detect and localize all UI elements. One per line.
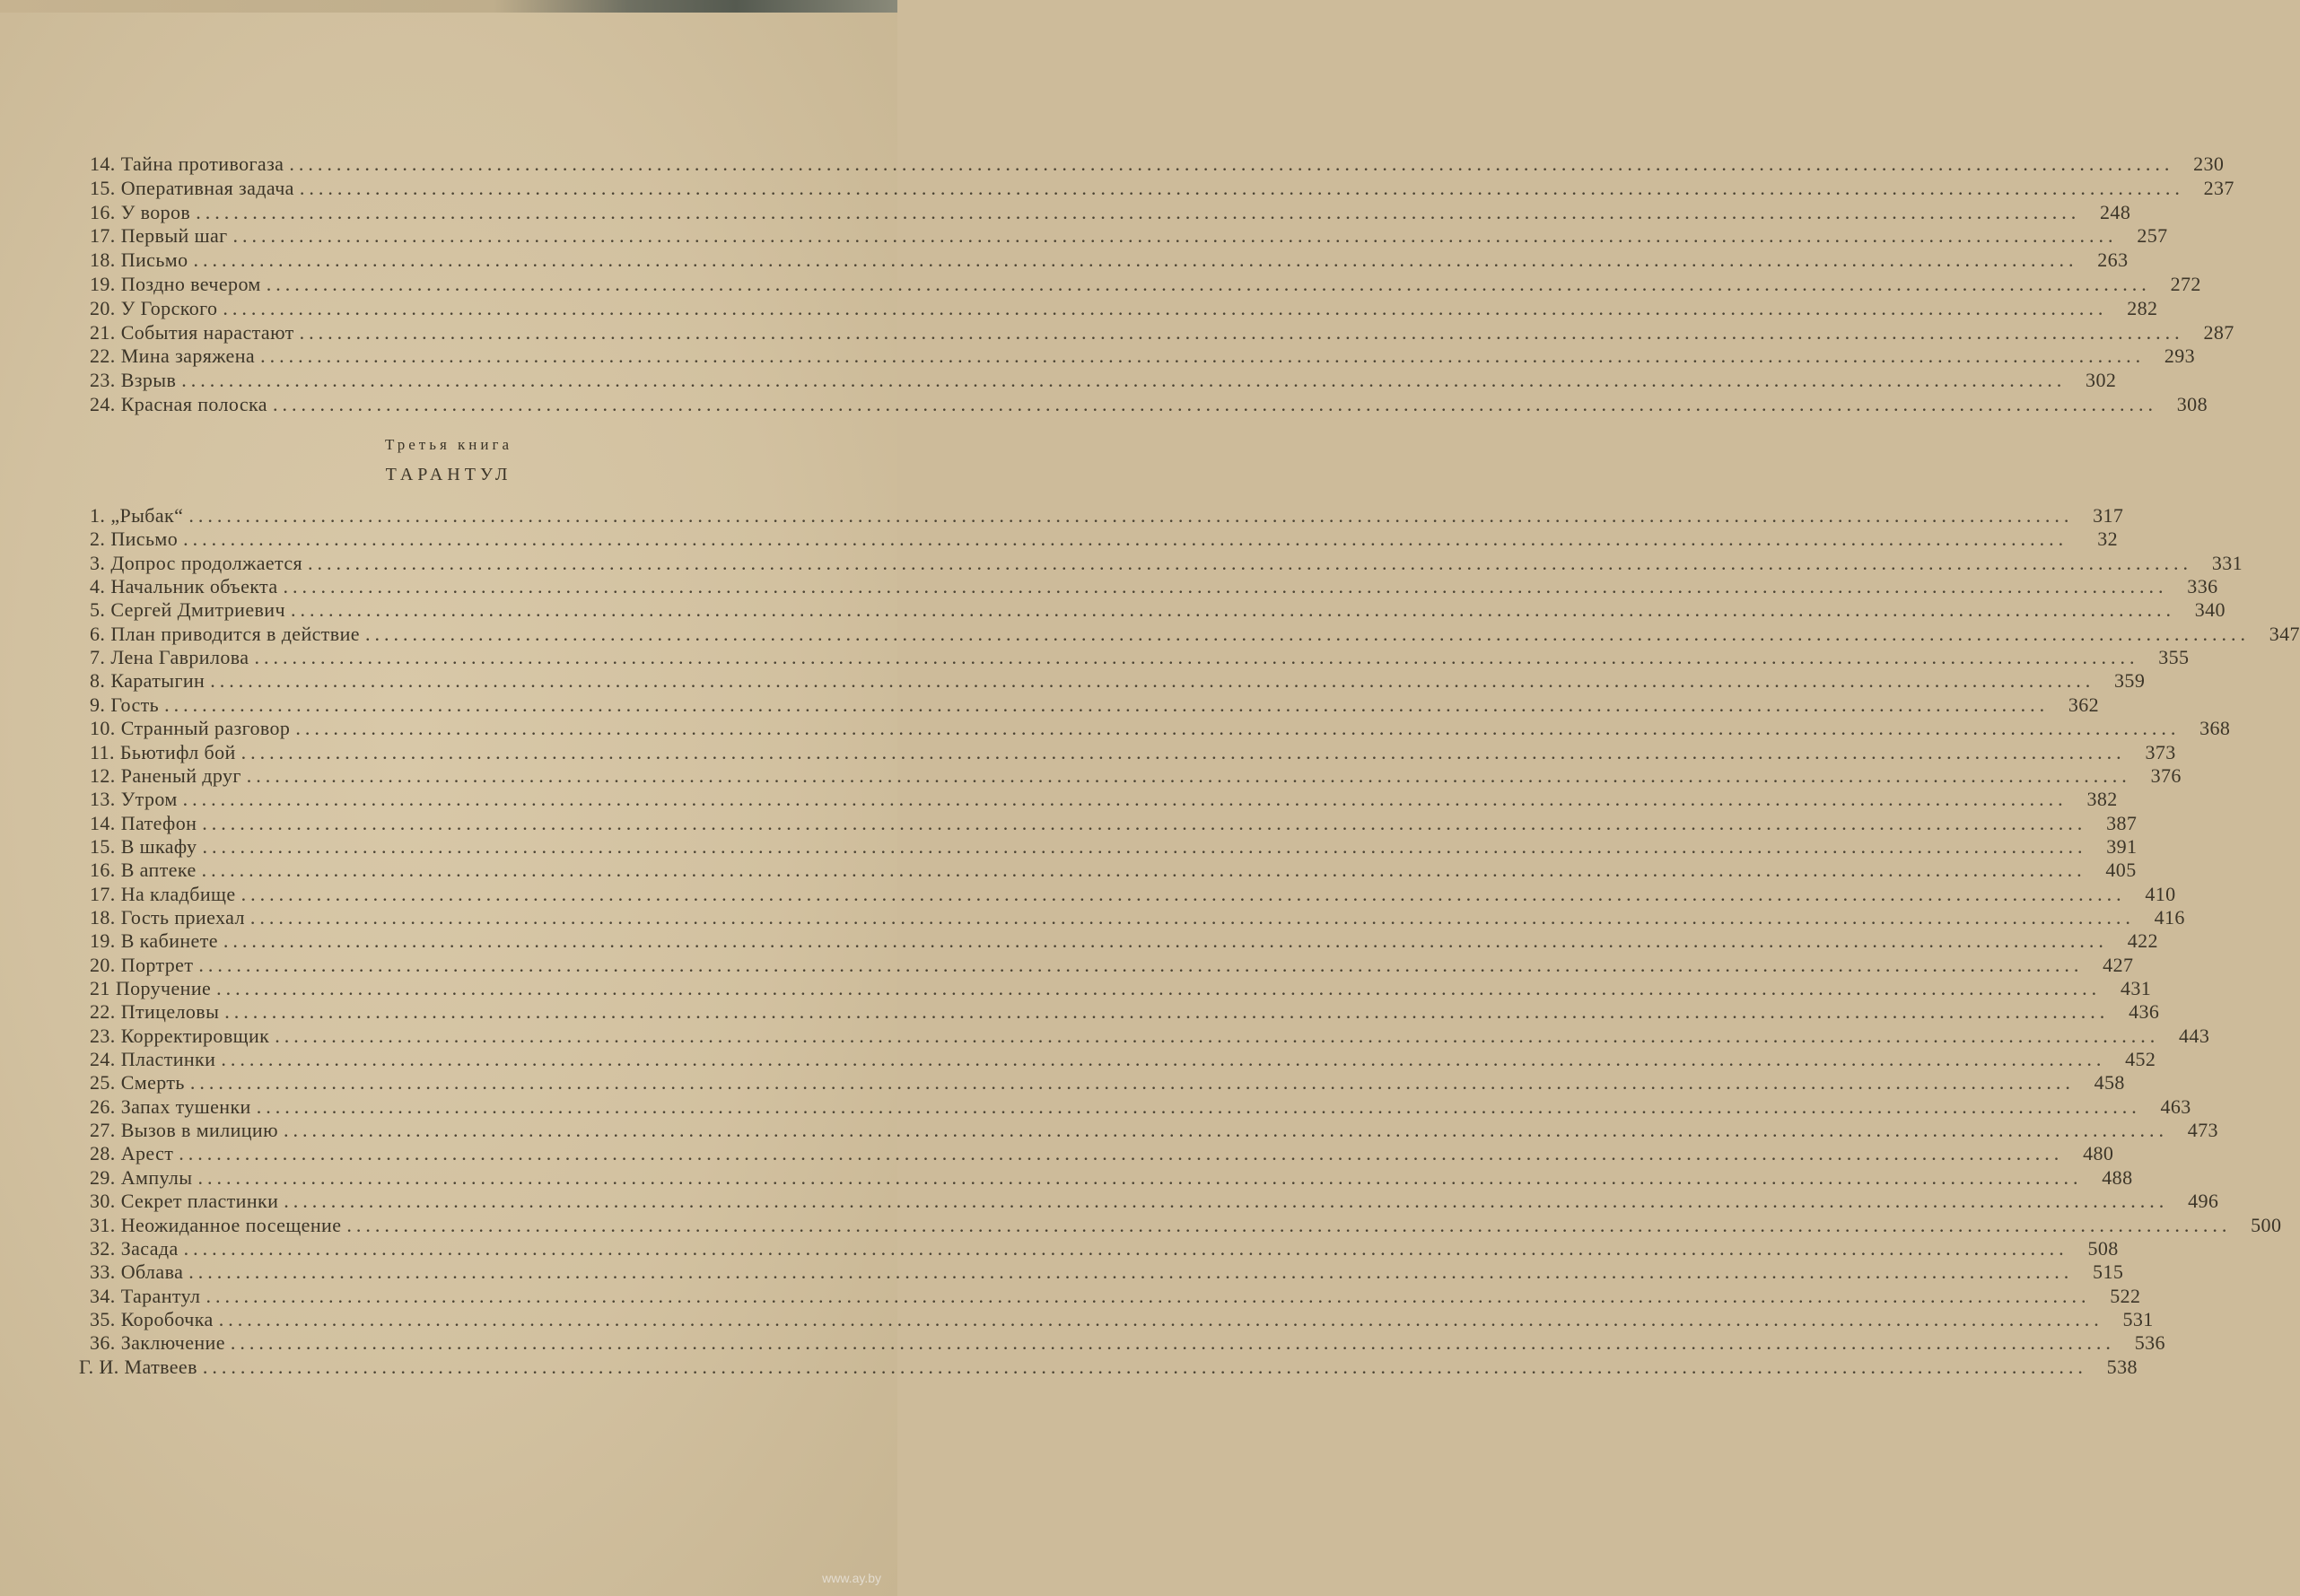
page-number: 488	[2102, 1165, 2133, 1189]
dot-leader: ........................................................................................................................................................................................................	[223, 296, 2108, 319]
chapter-number: 13.	[90, 788, 116, 811]
page-number: 436	[2129, 1000, 2160, 1024]
dot-leader: ........................................................................................................................................................................................................	[188, 1260, 2074, 1284]
chapter-title: Каратыгин	[110, 669, 206, 693]
dot-leader: ........................................................................................................................................................................................................	[202, 834, 2087, 858]
chapter-title: План приводится в действие	[110, 622, 360, 645]
chapter-title: Засада	[120, 1236, 179, 1260]
dot-leader: ........................................................................................................................................................................................................	[364, 622, 2250, 645]
chapter-title: Начальник объекта	[110, 575, 278, 598]
toc-entry	[90, 504, 2124, 528]
chapter-number: 34.	[90, 1284, 116, 1307]
chapter-title: Секрет пластинки	[120, 1190, 279, 1213]
dot-leader: ........................................................................................................................................................................................................	[284, 1190, 2169, 1213]
chapter-number: 32.	[90, 1236, 116, 1260]
page-number: 336	[2187, 575, 2218, 598]
page-number: 473	[2187, 1119, 2218, 1142]
chapter-number: 17.	[90, 224, 116, 248]
page-number: 416	[2154, 905, 2185, 929]
toc-entry	[90, 369, 2117, 392]
chapter-title: Странный разговор	[120, 717, 291, 740]
dot-leader: ........................................................................................................................................................................................................	[275, 1024, 2160, 1047]
page-number: 287	[2203, 320, 2234, 344]
chapter-title: Бьютифл бой	[119, 740, 236, 763]
chapter-number: 2.	[90, 528, 106, 551]
chapter-number: 1.	[90, 504, 106, 527]
chapter-title: Неожиданное посещение	[120, 1213, 342, 1236]
dot-leader: ........................................................................................................................................................................................................	[193, 249, 2078, 272]
toc-entry	[90, 153, 2225, 176]
chapter-title: Взрыв	[120, 369, 177, 392]
chapter-title: Поздно вечером	[120, 273, 261, 295]
dot-leader: ........................................................................................................................................................................................................	[182, 788, 2068, 811]
toc-entry	[90, 717, 2231, 740]
chapter-title: У Горского	[120, 296, 218, 319]
chapter-title: В шкафу	[120, 834, 197, 858]
dot-leader: ........................................................................................................................................................................................................	[260, 344, 2146, 368]
toc-entry	[90, 977, 2152, 1000]
chapter-number: 6.	[90, 622, 106, 645]
chapter-title: Пластинки	[120, 1048, 216, 1071]
dot-leader: ........................................................................................................................................................................................................	[295, 717, 2181, 740]
toc-entry	[90, 320, 2234, 344]
dot-leader: ........................................................................................................................................................................................................	[179, 1142, 2064, 1165]
toc-entry	[90, 1142, 2114, 1165]
photo-edge	[0, 0, 897, 13]
chapter-title: Раненый друг	[120, 763, 241, 787]
dot-leader: ........................................................................................................................................................................................................	[346, 1213, 2232, 1236]
chapter-number: 23.	[90, 1024, 116, 1047]
chapter-number: 14.	[90, 153, 116, 175]
chapter-number: 22.	[90, 1000, 116, 1024]
toc-entry	[90, 393, 2208, 416]
chapter-number: 15.	[90, 176, 116, 199]
page-number: 359	[2114, 669, 2146, 693]
chapter-title: Мина заряжена	[120, 344, 256, 368]
chapter-number: 33.	[90, 1260, 116, 1284]
toc-entry	[90, 622, 2300, 646]
watermark-text: www.ay.by	[822, 1571, 881, 1585]
chapter-number: 12.	[90, 763, 116, 787]
toc-entry	[90, 740, 2176, 764]
dot-leader: ........................................................................................................................................................................................................	[240, 882, 2126, 905]
chapter-title: Поручение	[115, 977, 212, 999]
chapter-title: Арест	[120, 1142, 174, 1165]
dot-leader: ........................................................................................................................................................................................................	[290, 598, 2175, 622]
dot-leader: ........................................................................................................................................................................................................	[164, 693, 2050, 716]
chapter-number: 22.	[90, 344, 116, 368]
chapter-title: Гость	[110, 693, 160, 716]
chapter-number: 18.	[90, 249, 116, 272]
dot-leader: ........................................................................................................................................................................................................	[218, 1307, 2103, 1330]
dot-leader: ........................................................................................................................................................................................................	[272, 393, 2157, 415]
chapter-title: У воров	[120, 200, 191, 223]
chapter-number: 35.	[90, 1307, 116, 1330]
chapter-title: „Рыбак“	[110, 504, 184, 527]
page-number: 382	[2086, 788, 2118, 811]
book-page	[0, 13, 2300, 1596]
chapter-number: 24.	[90, 393, 116, 415]
dot-leader: ........................................................................................................................................................................................................	[283, 1119, 2168, 1142]
chapter-number: 20.	[90, 953, 116, 976]
toc-entry	[90, 859, 2137, 882]
chapter-number: 15.	[90, 834, 116, 858]
toc-entry	[90, 1236, 2119, 1260]
chapter-number: 24.	[90, 1048, 116, 1071]
dot-leader: ........................................................................................................................................................................................................	[189, 1071, 2075, 1095]
page-number: 422	[2127, 929, 2158, 953]
chapter-number: 8.	[90, 669, 106, 693]
toc-entry	[90, 1048, 2156, 1071]
dot-leader: ........................................................................................................................................................................................................	[256, 1095, 2141, 1118]
dot-leader: ........................................................................................................................................................................................................	[289, 153, 2174, 175]
toc-entry	[90, 200, 2131, 224]
dot-leader: ........................................................................................................................................................................................................	[299, 320, 2184, 344]
page-number: 362	[2068, 693, 2100, 716]
page-number: 458	[2094, 1071, 2125, 1095]
page-number: 355	[2158, 646, 2190, 669]
dot-leader: ........................................................................................................................................................................................................	[183, 528, 2068, 551]
chapter-number: 23.	[90, 369, 116, 392]
chapter-number: 16.	[90, 200, 116, 223]
toc-entry	[90, 296, 2158, 320]
page-number: 515	[2093, 1260, 2124, 1284]
toc-entry	[90, 598, 2226, 622]
chapter-number: 27.	[90, 1119, 116, 1142]
chapter-number: 7.	[90, 646, 106, 669]
chapter-number: 3.	[90, 551, 106, 574]
chapter-title: Гость приехал	[120, 905, 245, 929]
chapter-number: 29.	[90, 1165, 116, 1189]
dot-leader: ........................................................................................................................................................................................................	[224, 1000, 2110, 1024]
page-number: 302	[2086, 369, 2117, 392]
chapter-title: Допрос продолжается	[110, 551, 303, 574]
page-number: 293	[2164, 344, 2196, 368]
chapter-number: 25.	[90, 1071, 116, 1095]
chapter-title: Первый шаг	[120, 224, 228, 248]
toc-entry	[90, 763, 2182, 788]
toc-entry	[90, 1165, 2133, 1190]
toc-entry	[90, 575, 2218, 598]
page-number: 340	[2194, 598, 2226, 622]
toc-entry	[90, 929, 2158, 953]
page-number: 263	[2097, 249, 2129, 272]
toc-entry	[90, 1213, 2282, 1237]
chapter-title: События нарастают	[120, 320, 294, 344]
dot-leader: ........................................................................................................................................................................................................	[308, 551, 2193, 574]
chapter-title: Письмо	[110, 528, 179, 551]
dot-leader: ........................................................................................................................................................................................................	[206, 1284, 2091, 1307]
dot-leader: ........................................................................................................................................................................................................	[183, 1236, 2068, 1260]
dot-leader: ........................................................................................................................................................................................................	[223, 929, 2108, 953]
chapter-title: Ампулы	[120, 1165, 193, 1189]
dot-leader: ........................................................................................................................................................................................................	[240, 740, 2126, 763]
toc-entry	[90, 224, 2168, 248]
toc-entry	[90, 882, 2176, 906]
page-number: 230	[2193, 153, 2225, 175]
chapter-title: В кабинете	[120, 929, 218, 953]
chapter-title: Г. И. Матвеев	[79, 1355, 197, 1378]
chapter-number: 30.	[90, 1190, 116, 1213]
chapter-title: На кладбище	[120, 882, 236, 905]
chapter-title: Лена Гаврилова	[110, 646, 249, 669]
dot-leader: ........................................................................................................................................................................................................	[201, 859, 2086, 882]
chapter-title: Тайна противогаза	[120, 153, 284, 175]
toc-entry	[90, 1095, 2191, 1119]
chapter-number: 11.	[90, 740, 115, 763]
dot-leader: ........................................................................................................................................................................................................	[266, 273, 2151, 295]
toc-entry	[90, 176, 2234, 200]
page-number: 391	[2106, 834, 2138, 858]
chapter-number: 9.	[90, 693, 106, 716]
toc-entry	[90, 273, 2201, 296]
page-number: 308	[2176, 393, 2208, 415]
chapter-title: Вызов в милицию	[120, 1119, 278, 1142]
page-number: 500	[2251, 1213, 2282, 1236]
toc-entry	[90, 669, 2146, 693]
page-number: 531	[2122, 1307, 2154, 1330]
toc-entry	[90, 1260, 2124, 1284]
dot-leader: ........................................................................................................................................................................................................	[202, 811, 2087, 834]
toc-entry	[90, 953, 2134, 977]
page-number: 237	[2203, 176, 2234, 199]
chapter-number: 18.	[90, 905, 116, 929]
toc-entry	[90, 905, 2185, 929]
book-title: ТАРАНТУЛ	[385, 465, 512, 484]
chapter-number: 4.	[90, 575, 106, 598]
toc-entry	[90, 1119, 2218, 1142]
dot-leader: ........................................................................................................................................................................................................	[196, 200, 2081, 223]
page-number: 410	[2145, 882, 2176, 905]
toc-entry	[90, 1000, 2160, 1024]
chapter-number: 31.	[90, 1213, 116, 1236]
chapter-title: Запах тушенки	[120, 1095, 251, 1118]
page-number: 480	[2083, 1142, 2114, 1165]
toc-entry	[90, 788, 2118, 811]
page-number: 538	[2106, 1355, 2138, 1378]
dot-leader: ........................................................................................................................................................................................................	[216, 977, 2102, 999]
page-number: 387	[2106, 811, 2138, 834]
dot-leader: ........................................................................................................................................................................................................	[198, 953, 2084, 976]
page-number: 431	[2120, 977, 2152, 999]
page-number: 331	[2211, 551, 2243, 574]
chapter-number: 21	[90, 977, 110, 999]
chapter-title: Смерть	[120, 1071, 185, 1095]
toc-entry	[90, 1331, 2165, 1355]
chapter-number: 19.	[90, 929, 116, 953]
chapter-title: Тарантул	[120, 1284, 201, 1307]
page-number: 536	[2134, 1331, 2165, 1355]
page-number: 376	[2150, 763, 2182, 787]
chapter-title: Патефон	[120, 811, 197, 834]
chapter-title: Оперативная задача	[120, 176, 294, 199]
toc-entry	[90, 1024, 2210, 1048]
page-number: 272	[2170, 273, 2201, 295]
chapter-number: 5.	[90, 598, 106, 622]
toc-entry	[90, 834, 2138, 859]
chapter-number: 19.	[90, 273, 116, 295]
dot-leader: ........................................................................................................................................................................................................	[230, 1331, 2115, 1355]
chapter-number: 26.	[90, 1095, 116, 1118]
page-number: 522	[2110, 1284, 2141, 1307]
chapter-title: Утром	[120, 788, 178, 811]
toc-entry	[90, 551, 2243, 575]
chapter-number: 21.	[90, 320, 116, 344]
dot-leader: ........................................................................................................................................................................................................	[246, 763, 2131, 787]
page-number: 452	[2125, 1048, 2156, 1071]
toc-entry	[90, 1307, 2154, 1331]
toc-entry	[90, 1071, 2125, 1095]
page-number: 32	[2097, 528, 2119, 551]
chapter-title: Красная полоска	[120, 393, 267, 415]
chapter-number: 28.	[90, 1142, 116, 1165]
chapter-title: Письмо	[120, 249, 188, 272]
chapter-number: 17.	[90, 882, 116, 905]
toc-entry	[90, 693, 2100, 717]
chapter-number: 16.	[90, 859, 116, 882]
page-number: 257	[2137, 224, 2168, 248]
dot-leader: ........................................................................................................................................................................................................	[202, 1355, 2087, 1378]
chapter-title: Корректировщик	[120, 1024, 270, 1047]
chapter-title: Облава	[120, 1260, 184, 1284]
toc-entry	[90, 811, 2138, 835]
page-number: 508	[2087, 1236, 2119, 1260]
dot-leader: ........................................................................................................................................................................................................	[210, 669, 2095, 693]
dot-leader: ........................................................................................................................................................................................................	[254, 646, 2139, 669]
dot-leader: ........................................................................................................................................................................................................	[197, 1165, 2083, 1189]
toc-entry	[74, 1355, 2138, 1379]
page-number: 405	[2105, 859, 2137, 882]
dot-leader: ........................................................................................................................................................................................................	[232, 224, 2118, 248]
chapter-title: Сергей Дмитриевич	[110, 598, 285, 622]
chapter-title: Портрет	[120, 953, 194, 976]
chapter-title: Коробочка	[120, 1307, 214, 1330]
dot-leader: ........................................................................................................................................................................................................	[181, 369, 2067, 392]
page-number: 496	[2188, 1190, 2219, 1213]
chapter-number: 14.	[90, 811, 116, 834]
dot-leader: ........................................................................................................................................................................................................	[249, 905, 2135, 929]
page-number: 317	[2093, 504, 2124, 527]
chapter-number: 20.	[90, 296, 116, 319]
dot-leader: ........................................................................................................................................................................................................	[299, 176, 2184, 199]
dot-leader: ........................................................................................................................................................................................................	[221, 1048, 2106, 1071]
chapter-number: 10.	[90, 717, 116, 740]
page-number: 248	[2100, 200, 2131, 223]
page-number: 347	[2269, 622, 2300, 645]
chapter-number: 36.	[90, 1331, 116, 1355]
toc-entry	[90, 344, 2196, 368]
toc-entry	[90, 1284, 2141, 1308]
chapter-title: Заключение	[120, 1331, 225, 1355]
page-number: 427	[2103, 953, 2134, 976]
page-number: 443	[2179, 1024, 2210, 1047]
dot-leader: ........................................................................................................................................................................................................	[188, 504, 2074, 527]
page-number: 373	[2145, 740, 2176, 763]
book-subtitle: Третья книга	[384, 436, 512, 453]
toc-entry	[90, 1190, 2219, 1213]
toc-entry	[90, 528, 2119, 551]
page-number: 368	[2199, 717, 2231, 740]
page-number: 282	[2127, 296, 2158, 319]
toc-entry	[90, 249, 2129, 272]
page-number: 463	[2160, 1095, 2191, 1118]
toc-entry	[90, 646, 2190, 669]
chapter-title: В аптеке	[120, 859, 197, 882]
dot-leader: ........................................................................................................................................................................................................	[283, 575, 2168, 598]
chapter-title: Птицеловы	[120, 1000, 220, 1024]
